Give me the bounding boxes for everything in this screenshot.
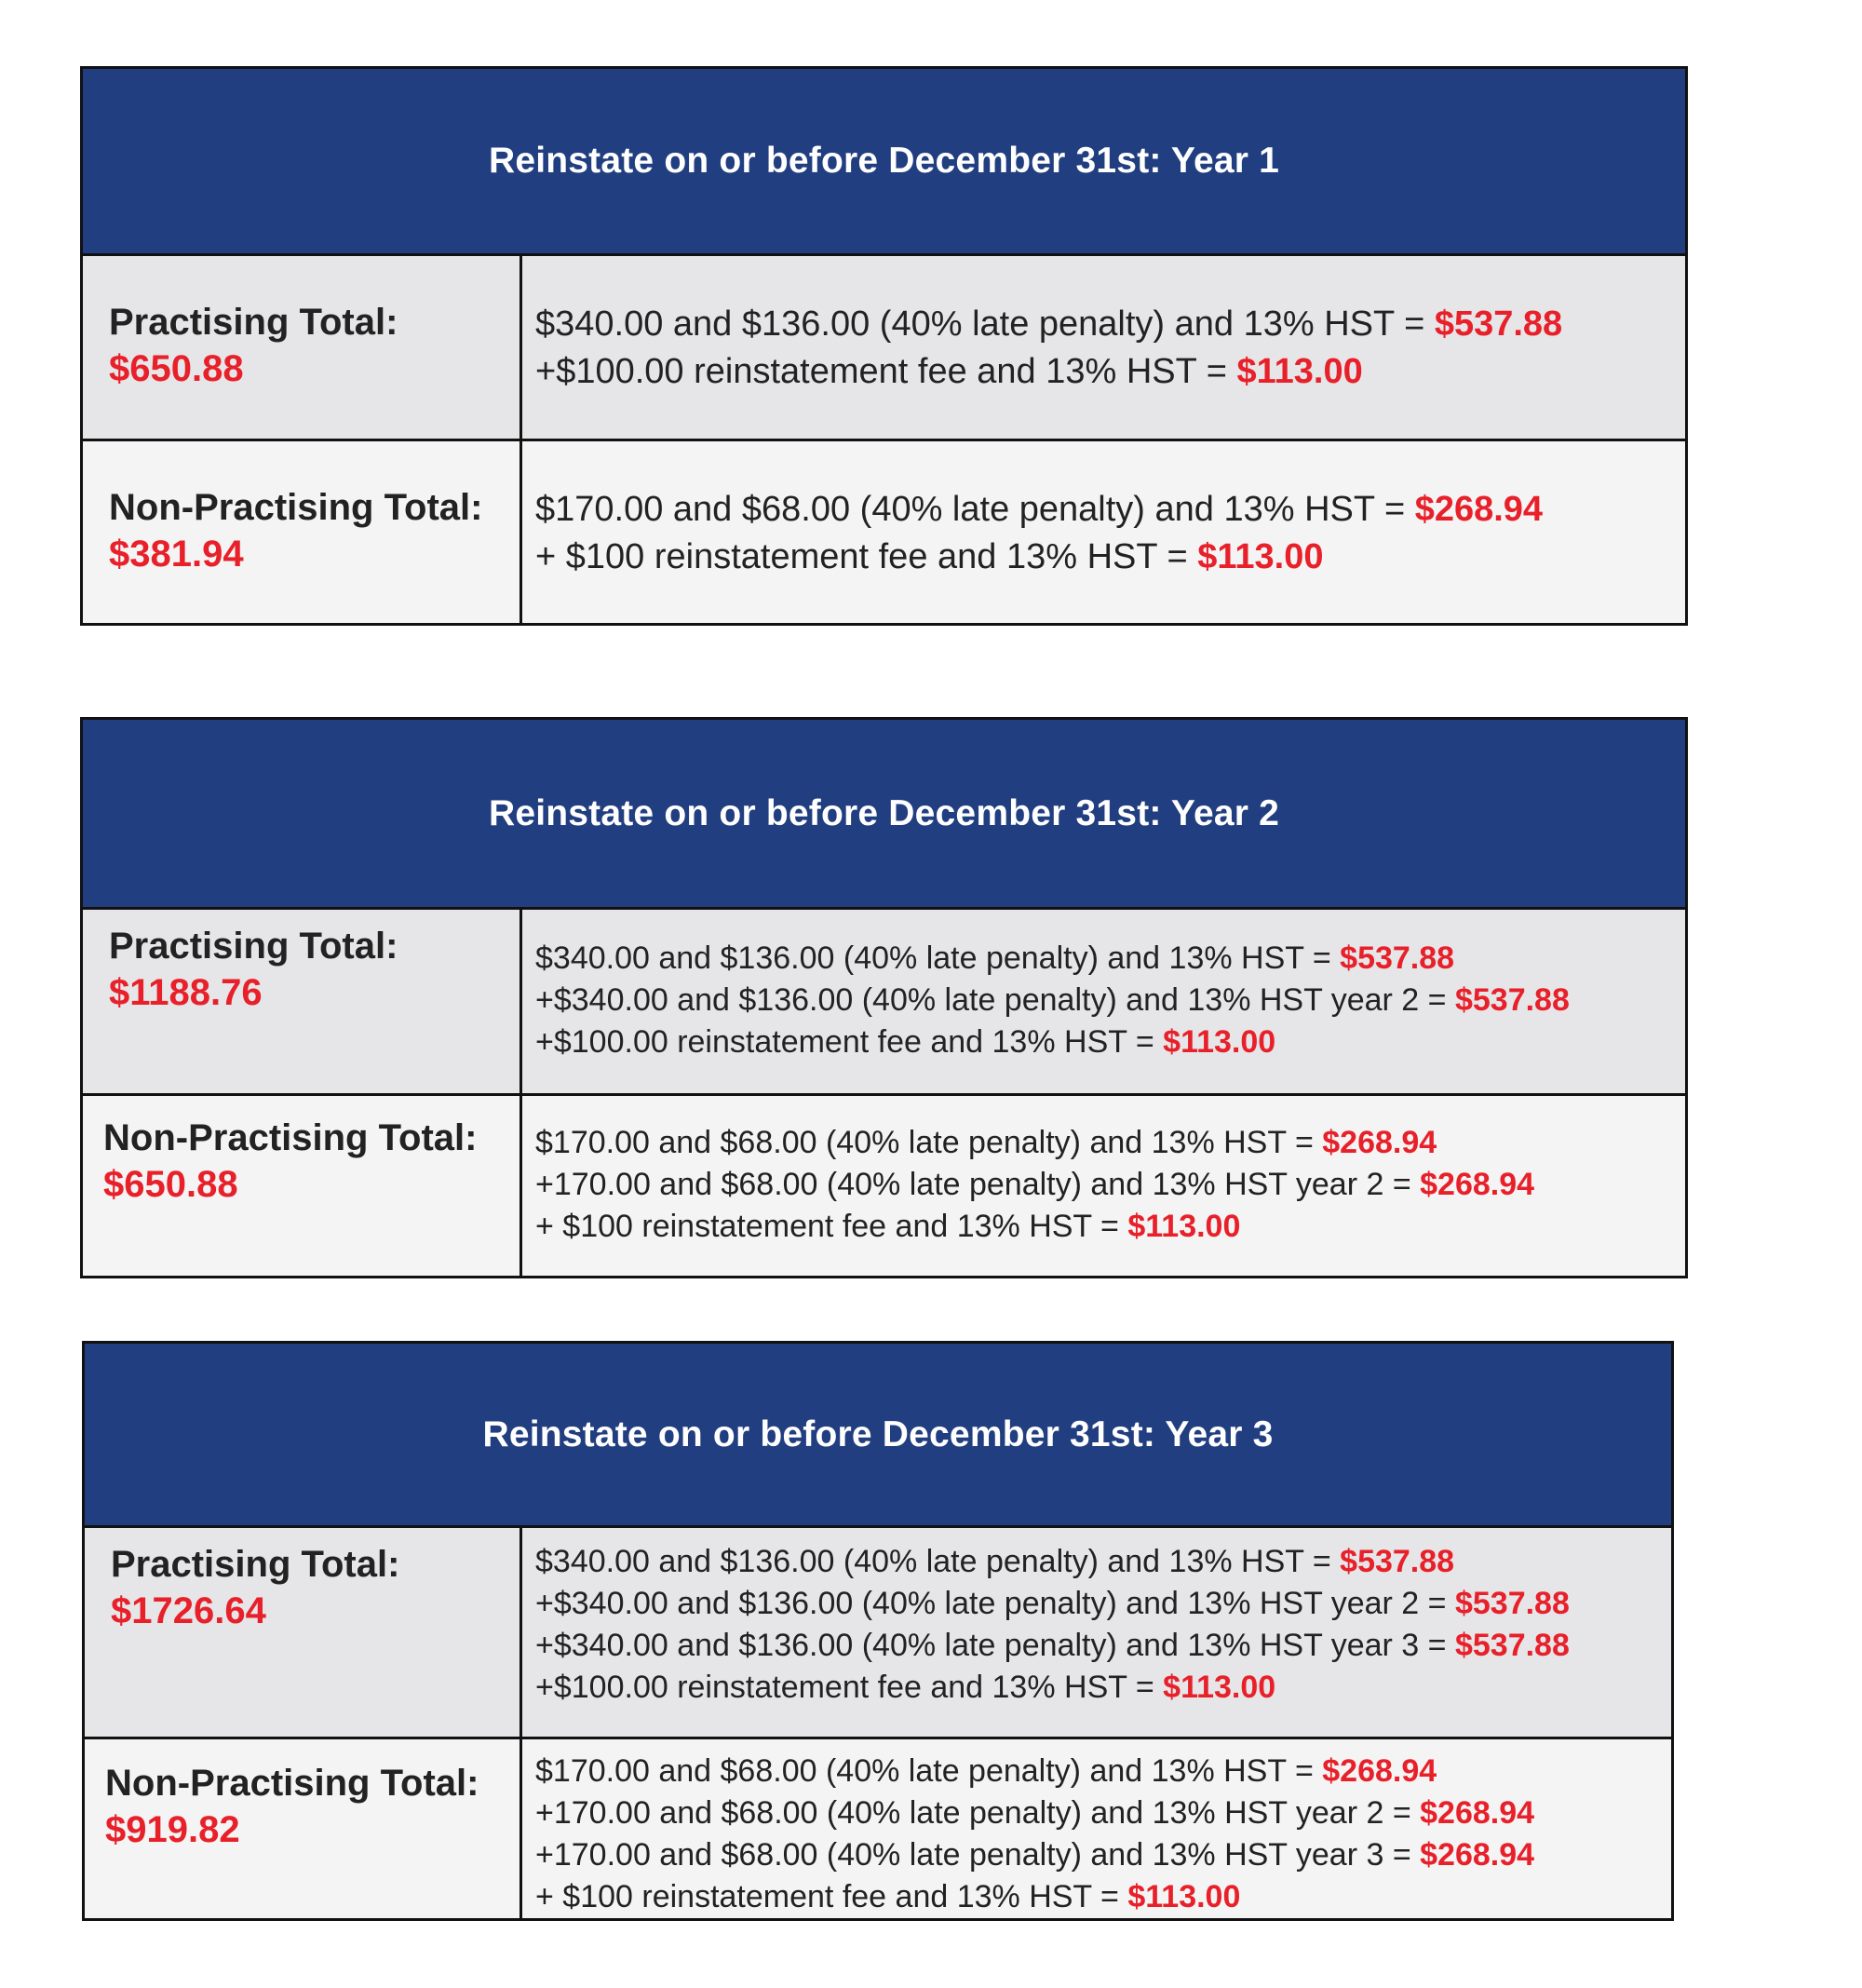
line-text: +$340.00 and $136.00 (40% late penalty) and 13% HST year 2 = [535,1586,1455,1621]
line-text: $170.00 and $68.00 (40% late penalty) and 13% HST = [535,1125,1323,1160]
line-text: $170.00 and $68.00 (40% late penalty) and 13% HST = [535,490,1415,529]
non-practising-row [85,1737,1671,1918]
line-amount: $268.94 [1420,1837,1535,1873]
practising-breakdown [522,910,1685,1093]
breakdown-line [535,1834,1671,1876]
fee-table-year-2 [80,717,1688,1278]
breakdown-line [535,1021,1685,1063]
breakdown-line [535,1122,1685,1164]
breakdown-line [535,1876,1671,1918]
breakdown-line [535,486,1685,534]
line-text: $340.00 and $136.00 (40% late penalty) and 13% HST = [535,940,1341,976]
practising-row [85,1528,1671,1737]
breakdown-line [535,301,1685,348]
non-practising-breakdown [522,441,1685,623]
line-amount: $113.00 [1127,1879,1241,1914]
practising-row [83,910,1685,1093]
practising-label-cell [85,1528,522,1737]
breakdown-line [535,1751,1671,1792]
table-title: Reinstate on or before December 31st: Year 3 [85,1344,1671,1528]
line-amount: $268.94 [1322,1753,1437,1789]
line-amount: $268.94 [1322,1125,1437,1160]
line-amount: $537.88 [1454,982,1570,1018]
line-amount: $113.00 [1163,1024,1276,1060]
non-practising-row [83,1093,1685,1276]
practising-label-cell [83,910,522,1093]
practising-row [83,256,1685,439]
breakdown-line [535,1541,1671,1583]
breakdown-line [535,938,1685,980]
non-practising-label: Non-Practising Total: [109,487,483,528]
practising-total: $1188.76 [109,972,263,1013]
line-amount: $537.88 [1454,1586,1570,1621]
table-title: Reinstate on or before December 31st: Year 1 [83,69,1685,256]
line-text: +$100.00 reinstatement fee and 13% HST = [535,352,1237,391]
breakdown-line [535,1625,1671,1667]
non-practising-breakdown [522,1096,1685,1276]
practising-label: Practising Total: [109,926,398,967]
practising-label: Practising Total: [109,302,398,343]
line-amount: $113.00 [1236,352,1363,391]
line-text: $340.00 and $136.00 (40% late penalty) and 13% HST = [535,1544,1341,1579]
non-practising-label-cell [83,441,522,623]
line-text: +$340.00 and $136.00 (40% late penalty) and 13% HST year 3 = [535,1628,1455,1663]
line-amount: $268.94 [1420,1167,1535,1202]
practising-label: Practising Total: [111,1544,400,1585]
non-practising-label-cell [83,1096,522,1276]
line-amount: $113.00 [1163,1670,1276,1705]
non-practising-label-cell [85,1739,522,1918]
line-text: $170.00 and $68.00 (40% late penalty) and 13% HST = [535,1753,1323,1789]
non-practising-total: $381.94 [109,534,244,575]
line-amount: $537.88 [1434,304,1563,344]
line-text: + $100 reinstatement fee and 13% HST = [535,537,1198,576]
breakdown-line [535,1792,1671,1834]
practising-label-cell [83,256,522,439]
breakdown-line [535,1164,1685,1206]
fee-table-year-1 [80,66,1688,626]
line-text: +170.00 and $68.00 (40% late penalty) and 13% HST year 2 = [535,1795,1421,1831]
breakdown-line [535,348,1685,396]
line-text: +170.00 and $68.00 (40% late penalty) and 13% HST year 2 = [535,1167,1421,1202]
line-text: +$100.00 reinstatement fee and 13% HST = [535,1670,1164,1705]
breakdown-line [535,980,1685,1021]
line-text: + $100 reinstatement fee and 13% HST = [535,1879,1128,1914]
line-text: +$340.00 and $136.00 (40% late penalty) and 13% HST year 2 = [535,982,1455,1018]
breakdown-line [535,534,1685,581]
line-text: + $100 reinstatement fee and 13% HST = [535,1209,1128,1244]
breakdown-line [535,1583,1671,1625]
line-text: +170.00 and $68.00 (40% late penalty) and 13% HST year 3 = [535,1837,1421,1873]
breakdown-line [535,1667,1671,1709]
line-amount: $537.88 [1340,1544,1455,1579]
practising-total: $1726.64 [111,1590,266,1631]
non-practising-label: Non-Practising Total: [103,1117,478,1158]
line-amount: $537.88 [1454,1628,1570,1663]
line-amount: $268.94 [1420,1795,1535,1831]
line-text: $340.00 and $136.00 (40% late penalty) and 13% HST = [535,304,1435,344]
line-amount: $113.00 [1197,537,1324,576]
practising-breakdown [522,256,1685,439]
non-practising-breakdown [522,1739,1671,1918]
non-practising-total: $919.82 [105,1809,240,1850]
line-amount: $537.88 [1340,940,1455,976]
table-title: Reinstate on or before December 31st: Year 2 [83,720,1685,910]
line-amount: $113.00 [1127,1209,1241,1244]
non-practising-total: $650.88 [103,1164,238,1205]
non-practising-row [83,439,1685,623]
fee-table-year-3 [82,1341,1674,1921]
practising-breakdown [522,1528,1671,1737]
practising-total: $650.88 [109,348,244,389]
breakdown-line [535,1206,1685,1248]
non-practising-label: Non-Practising Total: [105,1763,479,1804]
line-amount: $268.94 [1414,490,1544,529]
line-text: +$100.00 reinstatement fee and 13% HST = [535,1024,1164,1060]
